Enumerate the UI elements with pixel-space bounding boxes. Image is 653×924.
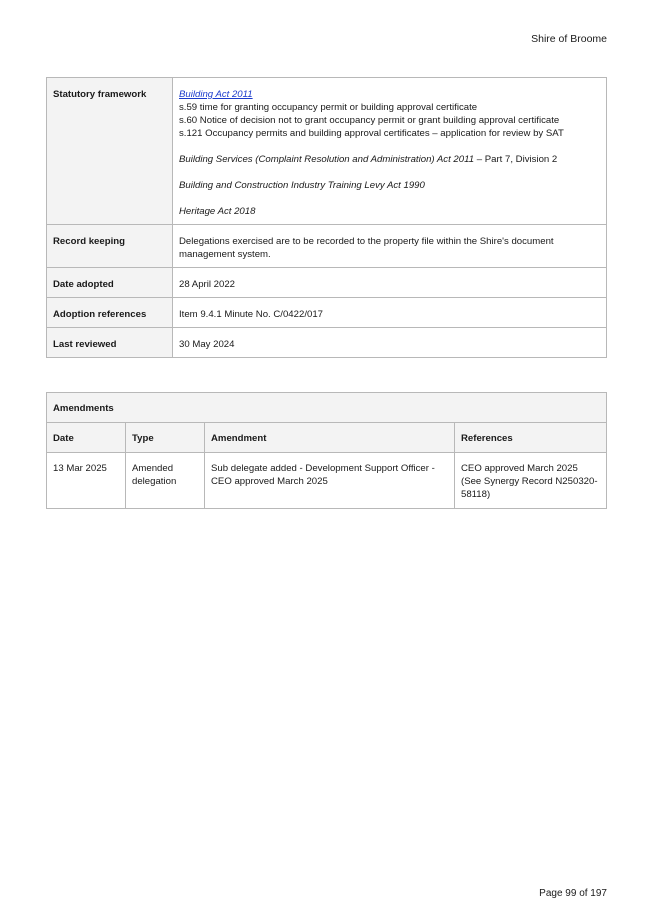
last-reviewed-label: Last reviewed	[47, 328, 173, 358]
statutory-act-training-levy: Building and Construction Industry Training Levy Act 1990	[179, 180, 425, 191]
building-act-link[interactable]: Building Act 2011	[179, 89, 253, 100]
date-adopted-value: 28 April 2022	[173, 268, 607, 298]
column-header-amendment: Amendment	[205, 423, 455, 453]
amendment-date: 13 Mar 2025	[47, 453, 126, 509]
amendments-title: Amendments	[47, 393, 607, 423]
statutory-line: s.121 Occupancy permits and building approval certificates – application for review by SAT	[179, 128, 564, 139]
last-reviewed-value: 30 May 2024	[173, 328, 607, 358]
record-keeping-label: Record keeping	[47, 225, 173, 268]
column-header-references: References	[455, 423, 607, 453]
record-keeping-value: Delegations exercised are to be recorded to the property file within the Shire's document management system.	[173, 225, 607, 268]
date-adopted-label: Date adopted	[47, 268, 173, 298]
page-number: Page 99 of 197	[539, 888, 607, 899]
column-header-type: Type	[126, 423, 205, 453]
amendment-type: Amended delegation	[126, 453, 205, 509]
statutory-act-building-services: Building Services (Complaint Resolution and Administration) Act 2011 – Part 7, Division 2	[179, 154, 558, 165]
table-row	[47, 453, 607, 509]
amendment-references: CEO approved March 2025 (See Synergy Record N250320-58118)	[455, 453, 607, 509]
delegation-details-table	[46, 77, 607, 358]
adoption-references-value: Item 9.4.1 Minute No. C/0422/017	[173, 298, 607, 328]
statutory-act-heritage: Heritage Act 2018	[179, 206, 256, 217]
statutory-line: s.60 Notice of decision not to grant occupancy permit or grant building approval certificate	[179, 115, 560, 126]
adoption-references-row	[47, 298, 607, 328]
last-reviewed-row	[47, 328, 607, 358]
statutory-framework-value	[173, 78, 607, 225]
column-header-date: Date	[47, 423, 126, 453]
amendment-description: Sub delegate added - Development Support Officer - CEO approved March 2025	[205, 453, 455, 509]
adoption-references-label: Adoption references	[47, 298, 173, 328]
record-keeping-row	[47, 225, 607, 268]
statutory-framework-label: Statutory framework	[47, 78, 173, 225]
date-adopted-row	[47, 268, 607, 298]
statutory-line: s.59 time for granting occupancy permit or building approval certificate	[179, 102, 478, 113]
amendments-title-row	[47, 393, 607, 423]
statutory-framework-row	[47, 78, 607, 225]
amendments-table	[46, 392, 607, 509]
header-organisation: Shire of Broome	[531, 33, 607, 45]
amendments-header-row	[47, 423, 607, 453]
